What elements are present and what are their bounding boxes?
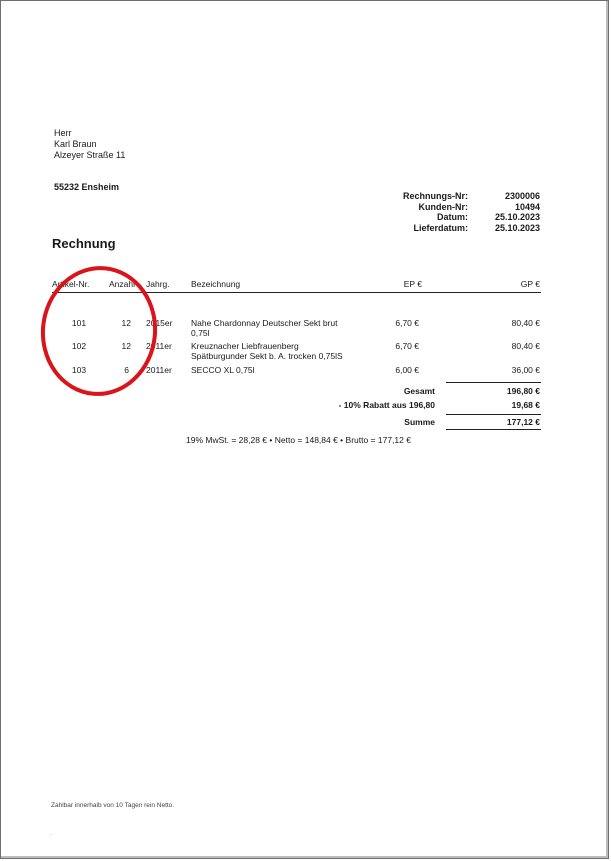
summary-rule-bottom (446, 429, 541, 430)
row-1-jahrgang: 2015er (146, 318, 173, 328)
row-2-gp: 80,40 € (511, 341, 540, 351)
row-3-jahrgang: 2011er (146, 365, 172, 375)
address-name: Karl Braun (54, 139, 97, 149)
tax-line: 19% MwSt. = 28,28 € • Netto = 148,84 € • Brutto = 177,12 € (186, 435, 411, 445)
summary-rule-mid (446, 414, 541, 415)
row-2-ep: 6,70 € (395, 341, 419, 351)
address-city: 55232 Ensheim (54, 182, 120, 192)
row-3-gp: 36,00 € (511, 365, 540, 375)
meta-label-delivery-date: Lieferdatum: (413, 222, 468, 233)
rabatt-value: 19,68 € (511, 400, 540, 410)
meta-value-date: 25.10.2023 (494, 212, 540, 222)
header-bezeichnung: Bezeichnung (191, 279, 241, 289)
meta-value-delivery-date: 25.10.2023 (494, 222, 540, 233)
row-1-bezeichnung-1: Nahe Chardonnay Deutscher Sekt brut (191, 318, 338, 328)
row-3-bezeichnung-1: SECCO XL 0,75l (191, 365, 255, 375)
payment-terms: Zahlbar innerhalb von 10 Tagen rein Netto. (51, 802, 175, 809)
row-1-artikel: 101 (71, 318, 87, 328)
row-1-bezeichnung-2: 0,75l (191, 328, 210, 338)
summe-label: Summe (404, 417, 435, 427)
header-rule (52, 292, 541, 293)
address-salutation: Herr (54, 128, 72, 138)
meta-label-invoice-no: Rechnungs-Nr: (403, 191, 468, 201)
row-2-bezeichnung-2: Spätburgunder Sekt b. A. trocken 0,75lS (191, 351, 343, 361)
summary-rule-top (446, 382, 541, 383)
invoice-meta-labels (381, 191, 468, 233)
row-2-jahrgang: 2011er (146, 341, 172, 351)
row-2-artikel: 102 (71, 341, 87, 351)
gesamt-label: Gesamt (403, 386, 435, 396)
row-1-ep: 6,70 € (395, 318, 419, 328)
row-2-anzahl: 12 (121, 341, 131, 351)
meta-value-invoice-no: 2300006 (504, 191, 540, 201)
header-jahrgang: Jahrg. (146, 279, 170, 289)
page-marker: . (50, 831, 52, 837)
address-street: Alzeyer Straße 11 (54, 150, 126, 160)
header-ep: EP € (403, 279, 422, 289)
meta-label-customer-no: Kunden-Nr: (418, 201, 468, 212)
row-2-bezeichnung-1: Kreuznacher Liebfrauenberg (191, 341, 299, 351)
recipient-address (54, 128, 125, 161)
header-anzahl: Anzahl (109, 279, 135, 289)
document-title: Rechnung (52, 236, 116, 251)
header-artikel: Artikel-Nr. (52, 279, 90, 289)
meta-value-customer-no: 10494 (514, 201, 540, 212)
row-3-ep: 6,00 € (395, 365, 419, 375)
summe-value: 177,12 € (506, 417, 540, 427)
meta-label-date: Datum: (437, 212, 468, 222)
row-1-gp: 80,40 € (511, 318, 540, 328)
header-gp: GP € (520, 279, 540, 289)
rabatt-label: - 10% Rabatt aus 196,80 (338, 400, 435, 410)
invoice-meta-values (471, 191, 540, 233)
row-3-artikel: 103 (71, 365, 87, 375)
gesamt-value: 196,80 € (506, 386, 540, 396)
row-1-anzahl: 12 (121, 318, 131, 328)
row-3-anzahl: 6 (124, 365, 129, 375)
